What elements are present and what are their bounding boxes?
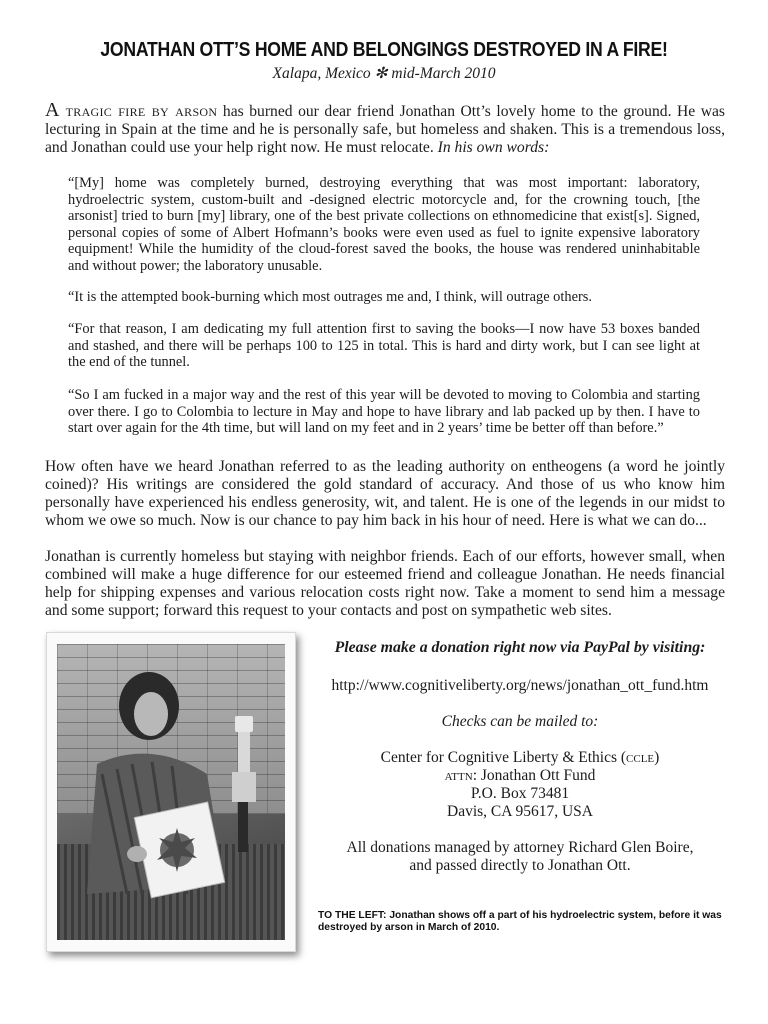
mailing-address-city: Davis, CA 95617, USA <box>447 803 593 820</box>
drop-cap: A <box>45 99 60 121</box>
jonathan-photo <box>57 644 285 940</box>
donations-managed-line1: All donations managed by attorney Richard Glen Boire, <box>346 839 694 856</box>
mailing-address-attn <box>300 767 740 785</box>
donation-heading: Please make a donation right now via PayPal by visiting: <box>334 639 706 656</box>
attn-label: attn <box>444 767 473 784</box>
photo-frame <box>46 632 296 952</box>
lead-text: has burned our dear friend Jonathan Ott’s lovely home to the ground. He was lecturing in Spain at the time and he is personally safe, but homeless and shaken. This is a tremendous loss, and Jonathan could use your help right now. He must relocate. <box>45 103 725 156</box>
attn-text: : Jonathan Ott Fund <box>472 767 596 784</box>
address-text: Center for Cognitive Liberty & Ethics ( <box>380 749 627 766</box>
lead-paragraph <box>45 101 725 157</box>
person-with-turbine-illustration <box>57 644 285 940</box>
quote-paragraph: “For that reason, I am dedicating my full attention first to saving the books—I now have 53 boxes banded and stashed, and there will be perhaps 100 to 125 in total. This is hard and dirty work, but I can see light at the end of the tunnel. <box>68 321 700 370</box>
checks-label: Checks can be mailed to: <box>441 713 599 730</box>
body-paragraph: How often have we heard Jonathan referred to as the leading authority on entheogens (a word he jointly coined)? His writings are considered the gold standard of accuracy. And those of us who know him personally have experienced his endless generosity, wit, and talent. He is one of the legends in our midst to whom we owe so much. Now is our chance to pay him back in his hour of need. Here is what we can do... <box>45 458 725 529</box>
photo-caption: TO THE LEFT: Jonathan shows off a part of his hydroelectric system, before it was destroyed by arson in March of 2010. <box>318 910 722 933</box>
paypal-link[interactable]: http://www.cognitiveliberty.org/news/jonathan_ott_fund.htm <box>331 677 709 694</box>
address-abbr: ccle <box>626 749 655 766</box>
lead-smallcaps: tragic fire by arson <box>59 101 218 120</box>
quote-paragraph: “[My] home was completely burned, destroying everything that was most important: laboratory, hydroelectric system, custom-built and -designed electric motorcycle and, for the crowning touch, [the arsonist] tried to burn [my] library, one of the best private collections on ethnomedicine that exist[s]. Signed, personal copies of some of Albert Hofmann’s books were even used as fuel to ignite expensive laboratory equipment! While the humidity of the cloud-forest saved the books, the house was rendered uninhabitable and without power; the laboratory unusable. <box>68 175 700 274</box>
address-text-end: ) <box>654 749 660 766</box>
quote-paragraph: “So I am fucked in a major way and the rest of this year will be devoted to moving to Colombia and starting over there. I go to Colombia to lecture in May and hope to have library and lab packed up by then. I have to start over again for the 4th time, but will land on my feet and in 2 years’ time be better off than before.” <box>68 387 700 436</box>
location-date-subtitle: Xalapa, Mexico ✻ mid-March 2010 <box>272 65 496 82</box>
page-title: JONATHAN OTT’S HOME AND BELONGINGS DESTROYED IN A FIRE! <box>100 38 668 61</box>
mailing-address-po-box: P.O. Box 73481 <box>470 785 570 802</box>
lead-italic: In his own words: <box>437 139 550 156</box>
mailing-address-line1 <box>300 749 740 767</box>
donations-managed-line2: and passed directly to Jonathan Ott. <box>409 857 631 874</box>
quote-paragraph: “It is the attempted book-burning which most outrages me and, I think, will outrage others. <box>68 289 592 305</box>
body-paragraph: Jonathan is currently homeless but staying with neighbor friends. Each of our efforts, however small, when combined will make a huge difference for our esteemed friend and colleague Jonathan. He needs financial help for shipping expenses and various relocation costs right now. Take a moment to send him a message and some support; forward this request to your contacts and post on sympathetic web sites. <box>45 548 725 619</box>
